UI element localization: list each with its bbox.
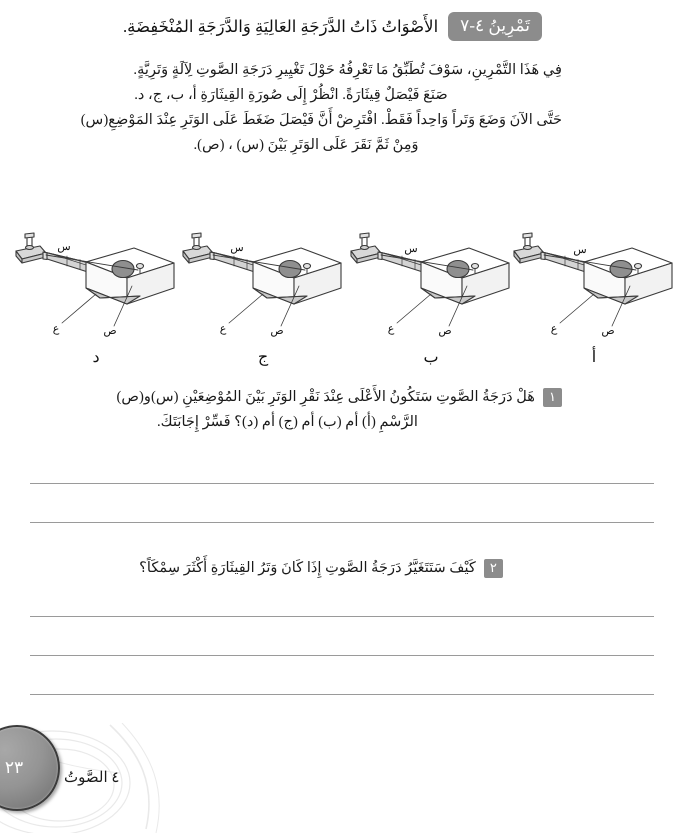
answer-line-q2-2[interactable] <box>30 655 654 656</box>
guitar-figure-c <box>177 222 349 367</box>
chapter-label: ٤ الصَّوتُ <box>64 770 120 786</box>
answer-line-q1-1[interactable] <box>30 483 654 484</box>
page-footer <box>0 723 300 823</box>
question-1-text <box>20 385 535 435</box>
guitar-illustration-a <box>508 222 680 340</box>
exercise-header <box>18 12 542 41</box>
answer-line-q1-2[interactable] <box>30 522 654 523</box>
guitar-figure-b <box>345 222 517 367</box>
guitar-illustration-d <box>10 222 182 340</box>
question-2 <box>20 556 562 581</box>
label-s-top: س <box>573 244 587 256</box>
guitar-figure-a <box>508 222 680 367</box>
question-2-line-1: كَيْفَ سَتَتَغَيَّرُ دَرَجَةُ الصَّوتِ إِذَا كَانَ وَتَرُ القِيثَارَةِ أَكْثَرَ سِمْكَاً؟ <box>139 560 476 576</box>
label-ain: ع <box>219 323 227 335</box>
label-ain: ع <box>387 323 395 335</box>
figure-label-a: أ <box>591 349 597 366</box>
label-s-top: س <box>57 241 71 253</box>
intro-line-1: فِي هَذَا التَّمْرِينِ، سَوْفَ تُطَبِّقُ مَا تَعْرِفُهُ حَوْلَ تَغْيِيرِ دَرَجَةِ الصَّوتِ لِآلَةٍ وَتَرِيَّةٍ. <box>133 62 562 78</box>
guitar-figure-d <box>10 222 182 367</box>
label-ain: ع <box>550 323 558 335</box>
intro-line-2: صَنَعَ فَيْصَلٌ قِيثَارَةً. انْظُرْ إِلَى صُورَةِ القِيثَارَةِ أ، ب، ج، د. <box>134 87 448 103</box>
label-sad: ص <box>270 325 284 337</box>
guitar-figure-strip <box>10 222 680 367</box>
page-title: الأَصْوَاتُ ذَاتُ الدَّرَجَةِ العَالِيَةِ وَالدَّرَجَةِ المُنْخَفِضَةِ. <box>123 16 439 36</box>
figure-label-d: د <box>92 349 100 366</box>
question-2-text <box>139 556 476 581</box>
intro-paragraph <box>20 58 562 158</box>
question-2-number: ٢ <box>484 559 503 578</box>
question-1-line-1: هَلْ دَرَجَةُ الصَّوتِ سَتَكُونُ الأَعْلَى عِنْدَ نَقْرِ الوَتَرِ بَيْنَ المُوْضِعَيْنِ (س)و(ص) <box>116 389 535 405</box>
guitar-illustration-c <box>177 222 349 340</box>
label-s-top: س <box>404 243 418 255</box>
page-number: ٢٣ <box>4 757 24 777</box>
answer-line-q2-1[interactable] <box>30 616 654 617</box>
label-sad: ص <box>601 325 615 337</box>
label-sad: ص <box>438 325 452 337</box>
intro-line-4: وَمِنْ ثَمَّ نَقَرَ عَلَى الوَتَرِ بَيْنَ (س) ، (ص). <box>193 137 419 153</box>
figure-label-b: ب <box>423 349 439 366</box>
answer-line-q2-3[interactable] <box>30 694 654 695</box>
guitar-illustration-b <box>345 222 517 340</box>
question-1-number: ١ <box>543 388 562 407</box>
label-sad: ص <box>103 325 117 337</box>
question-1 <box>20 385 562 435</box>
figure-label-c: ج <box>257 349 269 366</box>
label-ain: ع <box>52 323 60 335</box>
exercise-number-badge: تَمْرِينُ ٤-٧ <box>448 12 542 41</box>
question-1-line-2: الرَّسْمِ (أ) أم (ب) أم (ج) أم (د)؟ فَسِّرْ إِجَابَتَكَ. <box>157 414 418 430</box>
intro-line-3: حَتَّى الآنَ وَضَعَ وَتَراً وَاحِداً فَقَطْ. افْتَرِضْ أَنَّ فَيْصَلَ ضَغَطَ عَلَى الوَتَرِ عِنْدَ المَوْضِعِ(س) <box>80 112 562 128</box>
label-s-top: س <box>230 242 244 254</box>
